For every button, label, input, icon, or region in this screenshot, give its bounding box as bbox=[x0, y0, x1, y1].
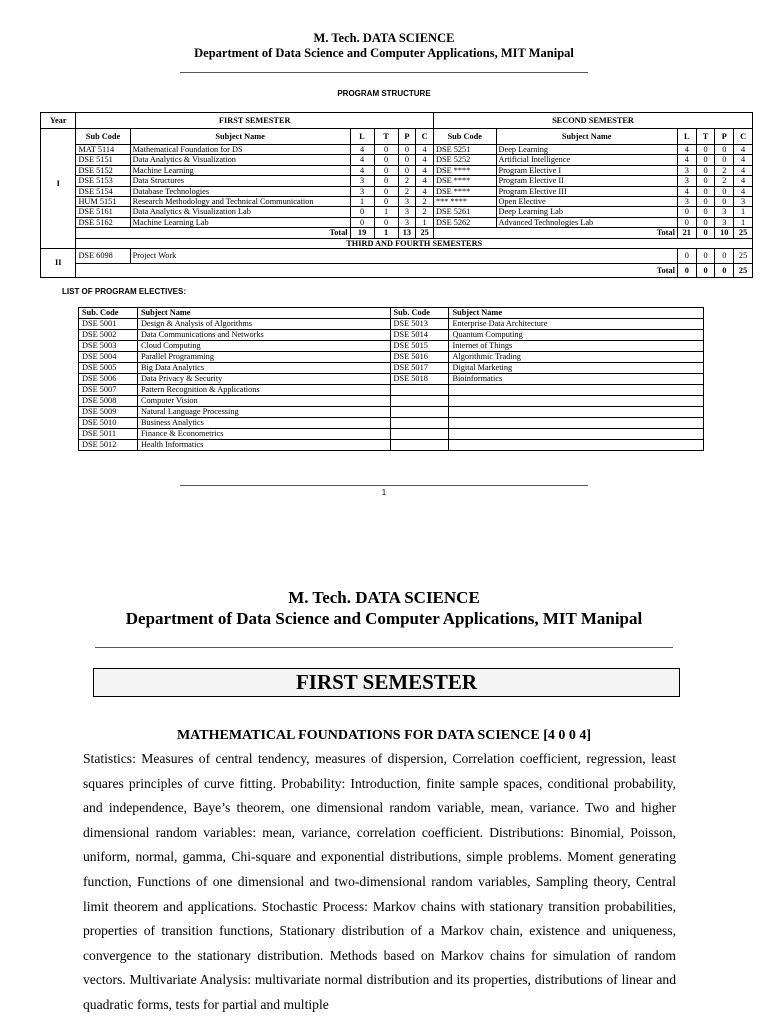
dept-name-2: Department of Data Science and Computer Applications, MIT Manipal bbox=[125, 609, 643, 628]
elective-code: DSE 5003 bbox=[79, 341, 138, 352]
year-1-cell: I bbox=[41, 129, 76, 239]
c-value: 3 bbox=[734, 197, 753, 207]
c-value: 2 bbox=[416, 207, 434, 217]
total-t: 1 bbox=[374, 228, 398, 238]
table-row bbox=[79, 407, 704, 418]
table-row bbox=[41, 207, 753, 217]
project-code: DSE 6098 bbox=[76, 249, 130, 264]
t-value: 0 bbox=[696, 176, 715, 186]
course-description: Statistics: Measures of central tendency, measures of dispersion, Correlation coefficient, regression, least squares principles of curve fitting. Probability: Introduction, finite sample spaces, conditional probability, and independence, Baye’s theorem, one dimensional random variable, mean, variance. Two and higher dimensional random variables: mean, variance, correlation coefficient. Distributions: Binomial, Poisson, uniform, normal, gamma, Chi-square and exponential distributions, simple problems. Moment generating function, Functions of one dimensional and two-dimensional random variables, Sampling theory, Central limit theorem and applications. Stochastic Process: Markov chains with stationary transition probabilities, properties of transition functions, Stationary distribution of a Markov chain, existence and uniqueness, convergence to the stationary distribution. Methods based on Markov chains for simulation of random vectors. Multivariate Analysis: multivariate normal distribution and its properties, distributions of linear and quadratic forms, tests for partial and multiple bbox=[83, 751, 676, 1012]
page-1 bbox=[0, 0, 768, 510]
elective-name: Finance & Econometrics bbox=[137, 429, 390, 440]
subject-name: Deep Learning Lab bbox=[496, 207, 677, 217]
sub-code: DSE 5251 bbox=[433, 145, 496, 155]
elective-code bbox=[390, 418, 449, 429]
l-value: 1 bbox=[350, 197, 374, 207]
project-name: Project Work bbox=[130, 249, 677, 264]
total-l: 19 bbox=[350, 228, 374, 238]
col-sub-code-2: Sub Code bbox=[433, 129, 496, 145]
l-value: 4 bbox=[677, 186, 696, 196]
t-value: 0 bbox=[374, 186, 398, 196]
subject-name: Program Elective III bbox=[496, 186, 677, 196]
elective-name: Pattern Recognition & Applications bbox=[137, 385, 390, 396]
p-value: 0 bbox=[398, 145, 416, 155]
footer-rule bbox=[180, 485, 588, 486]
electives-table bbox=[78, 307, 704, 451]
elective-name: Quantum Computing bbox=[449, 330, 704, 341]
c-value: 4 bbox=[734, 176, 753, 186]
p-value: 0 bbox=[398, 155, 416, 165]
t-value: 0 bbox=[696, 165, 715, 175]
elective-name: Parallel Programming bbox=[137, 352, 390, 363]
elective-name bbox=[449, 429, 704, 440]
p-value: 3 bbox=[715, 207, 734, 217]
table-row bbox=[79, 341, 704, 352]
subject-name: Data Structures bbox=[130, 176, 350, 186]
col-subject-name: Subject Name bbox=[130, 129, 350, 145]
t-value: 0 bbox=[374, 197, 398, 207]
elective-name: Natural Language Processing bbox=[137, 407, 390, 418]
total-p: 13 bbox=[398, 228, 416, 238]
subject-name: Machine Learning bbox=[130, 165, 350, 175]
elective-code: DSE 5018 bbox=[390, 374, 449, 385]
subject-name: Database Technologies bbox=[130, 186, 350, 196]
sub-code: DSE 5262 bbox=[433, 217, 496, 227]
col-l: L bbox=[350, 129, 374, 145]
subject-name: Advanced Technologies Lab bbox=[496, 217, 677, 227]
p-value: 0 bbox=[398, 165, 416, 175]
total-l-2: 21 bbox=[677, 228, 696, 238]
electives-heading: LIST OF PROGRAM ELECTIVES: bbox=[62, 287, 187, 296]
c-value: 1 bbox=[734, 207, 753, 217]
elective-name bbox=[449, 407, 704, 418]
elective-name: Design & Analysis of Algorithms bbox=[137, 319, 390, 330]
elec-col-name-2: Subject Name bbox=[449, 308, 704, 319]
second-semester-header: SECOND SEMESTER bbox=[433, 113, 752, 129]
table-row bbox=[79, 319, 704, 330]
l-value: 3 bbox=[350, 176, 374, 186]
t-value: 0 bbox=[696, 197, 715, 207]
t-value: 0 bbox=[696, 186, 715, 196]
elective-name: Health Informatics bbox=[137, 440, 390, 451]
c-value: 4 bbox=[734, 186, 753, 196]
elec-col-name: Subject Name bbox=[137, 308, 390, 319]
table-row bbox=[79, 352, 704, 363]
c-value: 1 bbox=[416, 217, 434, 227]
l-value: 4 bbox=[677, 145, 696, 155]
col-sub-code: Sub Code bbox=[76, 129, 130, 145]
p-value: 0 bbox=[715, 186, 734, 196]
col-subject-name-2: Subject Name bbox=[496, 129, 677, 145]
elective-code: DSE 5015 bbox=[390, 341, 449, 352]
total-t-2: 0 bbox=[696, 228, 715, 238]
l-value: 0 bbox=[677, 207, 696, 217]
total-p-3: 0 bbox=[715, 264, 734, 278]
p-value: 2 bbox=[398, 176, 416, 186]
col-t: T bbox=[374, 129, 398, 145]
sub-code: DSE 5152 bbox=[76, 165, 130, 175]
elective-code: DSE 5010 bbox=[79, 418, 138, 429]
total-p-2: 10 bbox=[715, 228, 734, 238]
elective-code bbox=[390, 429, 449, 440]
elective-name bbox=[449, 440, 704, 451]
subject-name: Deep Learning bbox=[496, 145, 677, 155]
p-value: 2 bbox=[715, 176, 734, 186]
elective-name bbox=[449, 396, 704, 407]
elective-name bbox=[449, 385, 704, 396]
first-semester-header: FIRST SEMESTER bbox=[76, 113, 434, 129]
elective-name bbox=[449, 418, 704, 429]
course-title: MATHEMATICAL FOUNDATIONS FOR DATA SCIENCE [4 0 0 4] bbox=[176, 728, 592, 743]
table-row bbox=[79, 418, 704, 429]
elective-code: DSE 5001 bbox=[79, 319, 138, 330]
elective-code: DSE 5012 bbox=[79, 440, 138, 451]
l-value: 3 bbox=[677, 197, 696, 207]
elective-code: DSE 5011 bbox=[79, 429, 138, 440]
sub-code: DSE 5261 bbox=[433, 207, 496, 217]
c-value: 4 bbox=[416, 145, 434, 155]
p-value: 0 bbox=[715, 155, 734, 165]
table-row bbox=[41, 197, 753, 207]
elective-code bbox=[390, 440, 449, 451]
l-value: 0 bbox=[350, 217, 374, 227]
c-value: 4 bbox=[416, 155, 434, 165]
sub-code: DSE 5252 bbox=[433, 155, 496, 165]
table-row bbox=[41, 176, 753, 186]
project-l: 0 bbox=[677, 249, 696, 264]
c-value: 4 bbox=[416, 165, 434, 175]
subject-name: Machine Learning Lab bbox=[130, 217, 350, 227]
elective-name: Cloud Computing bbox=[137, 341, 390, 352]
table-row bbox=[41, 165, 753, 175]
l-value: 0 bbox=[677, 217, 696, 227]
elective-name: Digital Marketing bbox=[449, 363, 704, 374]
sub-code: DSE 5153 bbox=[76, 176, 130, 186]
year-2-cell: II bbox=[41, 249, 76, 278]
elective-name: Algorithmic Trading bbox=[449, 352, 704, 363]
table-row bbox=[79, 330, 704, 341]
p-value: 0 bbox=[715, 197, 734, 207]
elec-col-code-2: Sub. Code bbox=[390, 308, 449, 319]
dept-name: Department of Data Science and Computer Applications, MIT Manipal bbox=[194, 46, 574, 60]
header-rule bbox=[180, 72, 588, 73]
col-p-2: P bbox=[715, 129, 734, 145]
project-t: 0 bbox=[696, 249, 715, 264]
c-value: 4 bbox=[416, 186, 434, 196]
c-value: 1 bbox=[734, 217, 753, 227]
project-c: 25 bbox=[734, 249, 753, 264]
table-row bbox=[79, 396, 704, 407]
sub-code: DSE 5151 bbox=[76, 155, 130, 165]
sub-code: *** **** bbox=[433, 197, 496, 207]
total-t-3: 0 bbox=[696, 264, 715, 278]
total-label-2: Total bbox=[433, 228, 677, 238]
p-value: 2 bbox=[715, 165, 734, 175]
subject-name: Program Elective II bbox=[496, 176, 677, 186]
elective-name: Data Communications and Networks bbox=[137, 330, 390, 341]
col-p: P bbox=[398, 129, 416, 145]
col-c: C bbox=[416, 129, 434, 145]
table-row bbox=[41, 145, 753, 155]
sub-code: DSE 5161 bbox=[76, 207, 130, 217]
table-row bbox=[79, 374, 704, 385]
elective-code: DSE 5017 bbox=[390, 363, 449, 374]
elective-name: Internet of Things bbox=[449, 341, 704, 352]
table-row bbox=[41, 155, 753, 165]
sub-code: HUM 5151 bbox=[76, 197, 130, 207]
p-value: 2 bbox=[398, 186, 416, 196]
total-c: 25 bbox=[416, 228, 434, 238]
subject-name: Open Elective bbox=[496, 197, 677, 207]
l-value: 4 bbox=[677, 155, 696, 165]
l-value: 0 bbox=[350, 207, 374, 217]
sub-code: DSE 5162 bbox=[76, 217, 130, 227]
c-value: 4 bbox=[734, 155, 753, 165]
elective-name: Enterprise Data Architecture bbox=[449, 319, 704, 330]
col-l-2: L bbox=[677, 129, 696, 145]
page-2 bbox=[0, 510, 768, 1024]
total-c-2: 25 bbox=[734, 228, 753, 238]
t-value: 0 bbox=[374, 165, 398, 175]
subject-name: Artificial Intelligence bbox=[496, 155, 677, 165]
t-value: 0 bbox=[696, 217, 715, 227]
l-value: 3 bbox=[677, 165, 696, 175]
elective-code: DSE 5006 bbox=[79, 374, 138, 385]
subject-name: Data Analytics & Visualization Lab bbox=[130, 207, 350, 217]
t-value: 0 bbox=[696, 207, 715, 217]
t-value: 0 bbox=[374, 176, 398, 186]
sub-code: MAT 5114 bbox=[76, 145, 130, 155]
l-value: 4 bbox=[350, 145, 374, 155]
page-number: 1 bbox=[381, 488, 387, 497]
col-year: Year bbox=[41, 113, 76, 129]
c-value: 4 bbox=[734, 165, 753, 175]
l-value: 3 bbox=[350, 186, 374, 196]
elective-code: DSE 5005 bbox=[79, 363, 138, 374]
total-row bbox=[41, 228, 753, 238]
col-t-2: T bbox=[696, 129, 715, 145]
total-l-3: 0 bbox=[677, 264, 696, 278]
elective-code: DSE 5008 bbox=[79, 396, 138, 407]
sub-code: DSE **** bbox=[433, 176, 496, 186]
elective-code bbox=[390, 407, 449, 418]
subject-name: Program Elective I bbox=[496, 165, 677, 175]
elective-name: Computer Vision bbox=[137, 396, 390, 407]
header-rule-2 bbox=[95, 647, 673, 648]
p-value: 3 bbox=[398, 207, 416, 217]
subject-name: Data Analytics & Visualization bbox=[130, 155, 350, 165]
doc-title-2: M. Tech. DATA SCIENCE bbox=[288, 588, 480, 607]
doc-title: M. Tech. DATA SCIENCE bbox=[313, 31, 455, 45]
elective-code bbox=[390, 385, 449, 396]
subject-name: Mathematical Foundation for DS bbox=[130, 145, 350, 155]
elective-name: Business Analytics bbox=[137, 418, 390, 429]
elective-code bbox=[390, 396, 449, 407]
l-value: 4 bbox=[350, 165, 374, 175]
elective-code: DSE 5014 bbox=[390, 330, 449, 341]
l-value: 4 bbox=[350, 155, 374, 165]
t-value: 0 bbox=[374, 217, 398, 227]
table-row bbox=[79, 363, 704, 374]
l-value: 3 bbox=[677, 176, 696, 186]
t-value: 1 bbox=[374, 207, 398, 217]
t-value: 0 bbox=[374, 145, 398, 155]
p-value: 3 bbox=[398, 197, 416, 207]
elec-col-code: Sub. Code bbox=[79, 308, 138, 319]
table-row bbox=[79, 429, 704, 440]
col-c-2: C bbox=[734, 129, 753, 145]
elective-code: DSE 5007 bbox=[79, 385, 138, 396]
elective-code: DSE 5013 bbox=[390, 319, 449, 330]
subject-name: Research Methodology and Technical Communication bbox=[130, 197, 350, 207]
table-row bbox=[79, 440, 704, 451]
table-row bbox=[79, 385, 704, 396]
t-value: 0 bbox=[696, 145, 715, 155]
t-value: 0 bbox=[374, 155, 398, 165]
p-value: 3 bbox=[398, 217, 416, 227]
table-row bbox=[41, 217, 753, 227]
t-value: 0 bbox=[696, 155, 715, 165]
elective-name: Data Privacy & Security bbox=[137, 374, 390, 385]
c-value: 4 bbox=[416, 176, 434, 186]
total-c-3: 25 bbox=[734, 264, 753, 278]
p-value: 3 bbox=[715, 217, 734, 227]
sub-code: DSE **** bbox=[433, 186, 496, 196]
sub-code: DSE 5154 bbox=[76, 186, 130, 196]
table-row bbox=[41, 186, 753, 196]
project-p: 0 bbox=[715, 249, 734, 264]
total-label: Total bbox=[76, 228, 350, 238]
semester-box: FIRST SEMESTER bbox=[93, 668, 680, 697]
elective-code: DSE 5004 bbox=[79, 352, 138, 363]
sub-code: DSE **** bbox=[433, 165, 496, 175]
c-value: 4 bbox=[734, 145, 753, 155]
total-label-3: Total bbox=[76, 264, 677, 278]
elective-code: DSE 5016 bbox=[390, 352, 449, 363]
third-fourth-header: THIRD AND FOURTH SEMESTERS bbox=[76, 238, 753, 248]
elective-name: Big Data Analytics bbox=[137, 363, 390, 374]
elective-code: DSE 5002 bbox=[79, 330, 138, 341]
p-value: 0 bbox=[715, 145, 734, 155]
elective-code: DSE 5009 bbox=[79, 407, 138, 418]
elective-name: Bioinformatics bbox=[449, 374, 704, 385]
structure-heading: PROGRAM STRUCTURE bbox=[337, 89, 431, 98]
c-value: 2 bbox=[416, 197, 434, 207]
program-structure-table bbox=[40, 112, 753, 278]
